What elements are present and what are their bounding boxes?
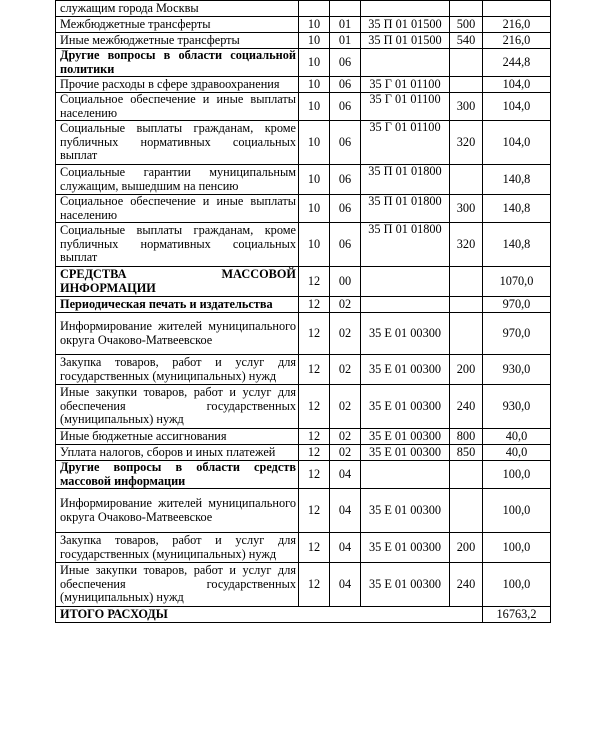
row-expense-type-cell: 200 <box>450 355 483 385</box>
row-section-cell: 12 <box>299 461 330 489</box>
table-row <box>56 313 551 355</box>
row-target-article-cell: 35 Е 01 00300 <box>361 429 450 445</box>
row-subsection-cell: 02 <box>330 445 361 461</box>
row-amount-cell: 100,0 <box>483 489 551 533</box>
table-row <box>56 445 551 461</box>
row-expense-type-cell: 500 <box>450 17 483 33</box>
table-row <box>56 429 551 445</box>
row-amount-cell: 930,0 <box>483 355 551 385</box>
table-row <box>56 33 551 49</box>
row-subsection-cell: 00 <box>330 267 361 297</box>
row-target-article-cell: 35 Е 01 00300 <box>361 445 450 461</box>
row-subsection-cell: 06 <box>330 93 361 121</box>
row-name-cell: Межбюджетные трансферты <box>56 17 299 33</box>
table-row <box>56 17 551 33</box>
row-target-article-cell: 35 Е 01 00300 <box>361 355 450 385</box>
table-row <box>56 533 551 563</box>
row-expense-type-cell: 300 <box>450 93 483 121</box>
row-subsection-cell: 04 <box>330 489 361 533</box>
row-subsection-cell: 06 <box>330 49 361 77</box>
row-section-cell: 12 <box>299 563 330 607</box>
row-expense-type-cell <box>450 77 483 93</box>
row-section-cell: 12 <box>299 429 330 445</box>
table-row <box>56 49 551 77</box>
row-section-cell: 10 <box>299 77 330 93</box>
table-row <box>56 93 551 121</box>
row-subsection-cell: 06 <box>330 195 361 223</box>
row-amount-cell: 140,8 <box>483 165 551 195</box>
row-name-cell: Другие вопросы в области социальной политики <box>56 49 299 77</box>
row-expense-type-cell <box>450 313 483 355</box>
row-expense-type-cell: 200 <box>450 533 483 563</box>
row-name-cell: Закупка товаров, работ и услуг для государственных (муниципальных) нужд <box>56 533 299 563</box>
row-section-cell: 12 <box>299 385 330 429</box>
table-row <box>56 1 551 17</box>
row-section-cell: 10 <box>299 93 330 121</box>
row-expense-type-cell: 320 <box>450 223 483 267</box>
row-section-cell: 10 <box>299 121 330 165</box>
row-name-cell: Иные межбюджетные трансферты <box>56 33 299 49</box>
row-subsection-cell: 06 <box>330 223 361 267</box>
row-target-article-cell <box>361 297 450 313</box>
row-name-cell: Уплата налогов, сборов и иных платежей <box>56 445 299 461</box>
row-subsection-cell: 02 <box>330 297 361 313</box>
row-target-article-cell <box>361 49 450 77</box>
row-amount-cell: 100,0 <box>483 461 551 489</box>
row-section-cell: 12 <box>299 267 330 297</box>
row-section-cell: 10 <box>299 165 330 195</box>
row-target-article-cell: 35 П 01 01800 <box>361 165 450 195</box>
row-amount-cell: 216,0 <box>483 17 551 33</box>
row-name-cell: Периодическая печать и издательства <box>56 297 299 313</box>
row-name-cell: Иные закупки товаров, работ и услуг для обеспечения государственных (муниципальных) нужд <box>56 385 299 429</box>
row-expense-type-cell <box>450 461 483 489</box>
table-row <box>56 355 551 385</box>
row-expense-type-cell <box>450 489 483 533</box>
row-subsection-cell: 04 <box>330 461 361 489</box>
table-body <box>56 1 551 607</box>
row-target-article-cell: 35 Г 01 01100 <box>361 77 450 93</box>
row-name-cell: Социальные выплаты гражданам, кроме публичных нормативных социальных выплат <box>56 223 299 267</box>
row-expense-type-cell: 800 <box>450 429 483 445</box>
row-target-article-cell: 35 Г 01 01100 <box>361 121 450 165</box>
row-section-cell: 10 <box>299 223 330 267</box>
budget-expenditure-table <box>55 0 551 623</box>
row-section-cell: 12 <box>299 313 330 355</box>
row-expense-type-cell: 240 <box>450 385 483 429</box>
total-row <box>56 607 551 623</box>
row-name-cell: Информирование жителей муниципального округа Очаково-Матвеевское <box>56 489 299 533</box>
row-amount-cell: 140,8 <box>483 223 551 267</box>
row-target-article-cell: 35 П 01 01800 <box>361 195 450 223</box>
row-subsection-cell <box>330 1 361 17</box>
table-row <box>56 165 551 195</box>
row-amount-cell: 104,0 <box>483 77 551 93</box>
row-section-cell: 12 <box>299 355 330 385</box>
row-expense-type-cell <box>450 1 483 17</box>
row-expense-type-cell <box>450 297 483 313</box>
row-name-cell: Социальные выплаты гражданам, кроме публичных нормативных социальных выплат <box>56 121 299 165</box>
table-row <box>56 223 551 267</box>
row-target-article-cell: 35 Е 01 00300 <box>361 385 450 429</box>
row-target-article-cell <box>361 267 450 297</box>
row-subsection-cell: 06 <box>330 165 361 195</box>
row-amount-cell: 244,8 <box>483 49 551 77</box>
row-expense-type-cell: 320 <box>450 121 483 165</box>
row-amount-cell: 40,0 <box>483 445 551 461</box>
row-target-article-cell: 35 Е 01 00300 <box>361 563 450 607</box>
row-name-cell: Другие вопросы в области средств массовой информации <box>56 461 299 489</box>
row-amount-cell: 216,0 <box>483 33 551 49</box>
row-amount-cell: 100,0 <box>483 563 551 607</box>
row-subsection-cell: 02 <box>330 429 361 445</box>
row-subsection-cell: 06 <box>330 121 361 165</box>
table-row <box>56 297 551 313</box>
row-subsection-cell: 01 <box>330 33 361 49</box>
table-row <box>56 489 551 533</box>
row-target-article-cell: 35 Е 01 00300 <box>361 313 450 355</box>
row-expense-type-cell <box>450 267 483 297</box>
row-expense-type-cell: 300 <box>450 195 483 223</box>
row-target-article-cell <box>361 1 450 17</box>
row-section-cell: 12 <box>299 533 330 563</box>
row-subsection-cell: 01 <box>330 17 361 33</box>
row-target-article-cell: 35 П 01 01500 <box>361 33 450 49</box>
row-expense-type-cell: 240 <box>450 563 483 607</box>
row-section-cell: 10 <box>299 195 330 223</box>
total-label: ИТОГО РАСХОДЫ <box>56 607 483 623</box>
row-name-cell: служащим города Москвы <box>56 1 299 17</box>
row-expense-type-cell <box>450 49 483 77</box>
row-subsection-cell: 02 <box>330 313 361 355</box>
row-subsection-cell: 04 <box>330 563 361 607</box>
table-row <box>56 563 551 607</box>
row-amount-cell: 40,0 <box>483 429 551 445</box>
row-amount-cell: 970,0 <box>483 313 551 355</box>
row-name-cell: СРЕДСТВА МАССОВОЙ ИНФОРМАЦИИ <box>56 267 299 297</box>
row-name-cell: Информирование жителей муниципального округа Очаково-Матвеевское <box>56 313 299 355</box>
row-name-cell: Социальное обеспечение и иные выплаты населению <box>56 195 299 223</box>
table-row <box>56 385 551 429</box>
row-target-article-cell <box>361 461 450 489</box>
row-section-cell: 10 <box>299 17 330 33</box>
row-amount-cell: 104,0 <box>483 121 551 165</box>
row-target-article-cell: 35 П 01 01800 <box>361 223 450 267</box>
total-sum: 16763,2 <box>483 607 551 623</box>
row-section-cell <box>299 1 330 17</box>
row-name-cell: Закупка товаров, работ и услуг для государственных (муниципальных) нужд <box>56 355 299 385</box>
row-name-cell: Социальные гарантии муниципальным служащим, вышедшим на пенсию <box>56 165 299 195</box>
row-name-cell: Иные бюджетные ассигнования <box>56 429 299 445</box>
row-amount-cell <box>483 1 551 17</box>
table-row <box>56 461 551 489</box>
row-subsection-cell: 02 <box>330 355 361 385</box>
row-section-cell: 12 <box>299 445 330 461</box>
row-name-cell: Иные закупки товаров, работ и услуг для обеспечения государственных (муниципальных) нужд <box>56 563 299 607</box>
table-row <box>56 195 551 223</box>
row-expense-type-cell <box>450 165 483 195</box>
row-name-cell: Социальное обеспечение и иные выплаты населению <box>56 93 299 121</box>
table-row <box>56 77 551 93</box>
row-target-article-cell: 35 Г 01 01100 <box>361 93 450 121</box>
row-name-cell: Прочие расходы в сфере здравоохранения <box>56 77 299 93</box>
row-expense-type-cell: 850 <box>450 445 483 461</box>
row-expense-type-cell: 540 <box>450 33 483 49</box>
table-row <box>56 121 551 165</box>
row-amount-cell: 970,0 <box>483 297 551 313</box>
row-subsection-cell: 04 <box>330 533 361 563</box>
row-section-cell: 10 <box>299 33 330 49</box>
row-amount-cell: 100,0 <box>483 533 551 563</box>
row-amount-cell: 140,8 <box>483 195 551 223</box>
row-amount-cell: 1070,0 <box>483 267 551 297</box>
row-section-cell: 12 <box>299 489 330 533</box>
row-amount-cell: 104,0 <box>483 93 551 121</box>
row-amount-cell: 930,0 <box>483 385 551 429</box>
row-section-cell: 12 <box>299 297 330 313</box>
row-section-cell: 10 <box>299 49 330 77</box>
row-subsection-cell: 02 <box>330 385 361 429</box>
table-row <box>56 267 551 297</box>
row-target-article-cell: 35 П 01 01500 <box>361 17 450 33</box>
row-target-article-cell: 35 Е 01 00300 <box>361 533 450 563</box>
row-target-article-cell: 35 Е 01 00300 <box>361 489 450 533</box>
row-subsection-cell: 06 <box>330 77 361 93</box>
